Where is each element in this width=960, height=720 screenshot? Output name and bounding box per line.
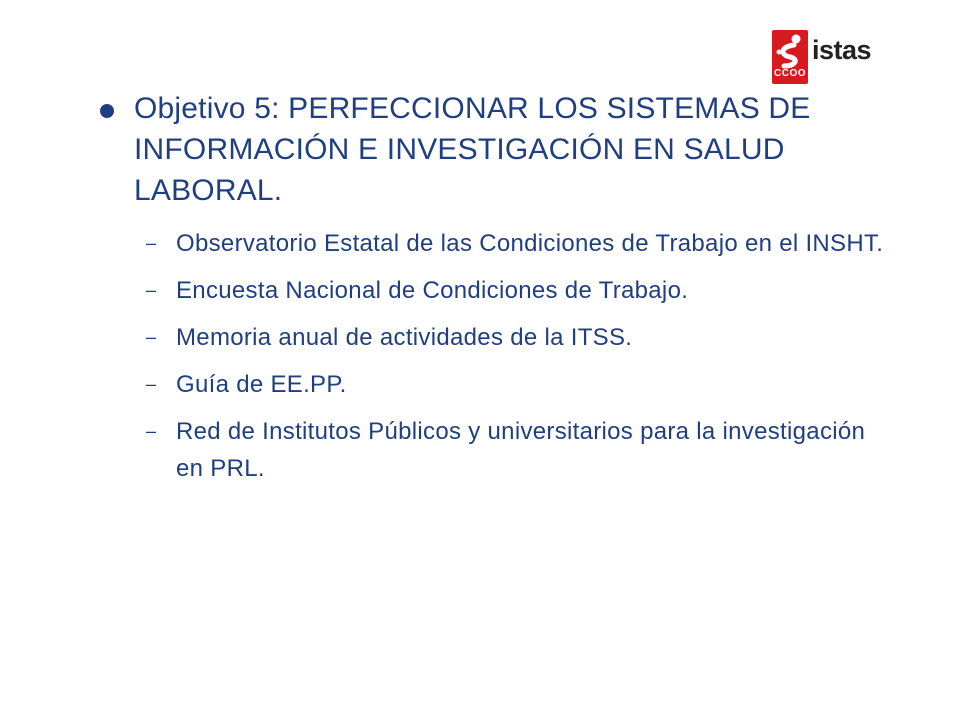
sub-bullet-text: Encuesta Nacional de Condiciones de Trabajo. — [176, 277, 689, 304]
ccoo-label: CCOO — [774, 68, 806, 79]
sub-bullet-item — [98, 272, 898, 309]
main-bullet-text: Objetivo 5: PERFECCIONAR LOS SISTEMAS DE INFORMACIÓN E INVESTIGACIÓN EN SALUD LABORAL. — [134, 92, 811, 207]
sub-bullet-item — [98, 319, 898, 356]
sub-bullet-text: Guía de EE.PP. — [176, 371, 347, 398]
sub-bullet-text: Memoria anual de actividades de la ITSS. — [176, 324, 633, 351]
dash-icon: – — [146, 280, 157, 300]
bullet-dot-icon — [100, 104, 114, 118]
sub-bullet-text: Observatorio Estatal de las Condiciones de Trabajo en el INSHT. — [176, 230, 884, 257]
dash-icon: – — [146, 374, 157, 394]
istas-logo — [772, 30, 882, 88]
sub-bullet-item — [98, 225, 898, 262]
istas-logo-mark-icon — [772, 30, 808, 84]
sub-bullet-text: Red de Institutos Públicos y universitarios para la investigación en PRL. — [176, 418, 866, 482]
dash-icon: – — [146, 233, 157, 253]
sub-bullet-item — [98, 413, 898, 487]
sub-bullet-item — [98, 366, 898, 403]
main-bullet — [98, 88, 898, 211]
sub-bullet-list — [98, 225, 898, 487]
dash-icon: – — [146, 421, 157, 441]
slide-content — [98, 88, 898, 497]
dash-icon: – — [146, 327, 157, 347]
istas-wordmark: istas — [812, 35, 872, 65]
